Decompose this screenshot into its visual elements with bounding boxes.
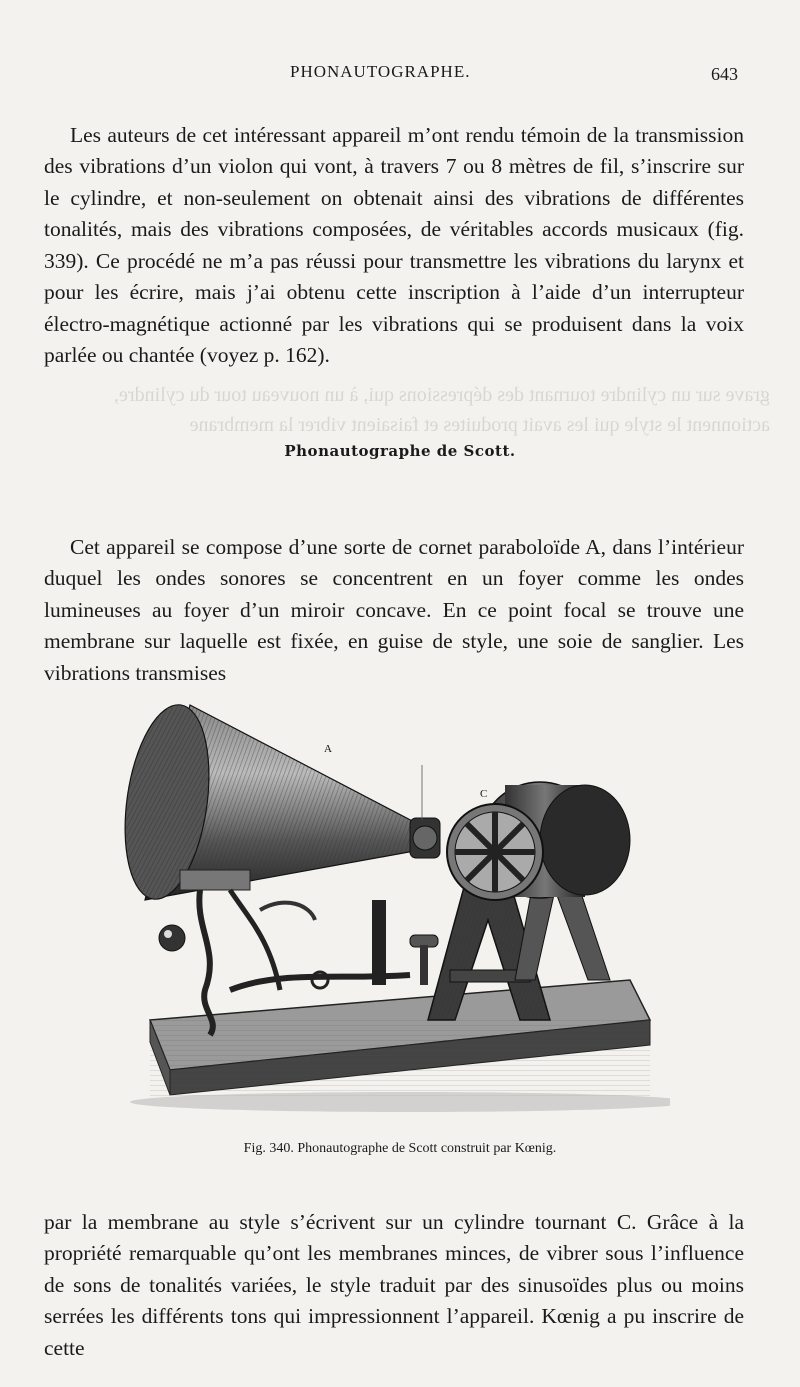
running-title: PHONAUTOGRAPHE. (290, 62, 471, 81)
phonautograph-engraving (110, 690, 670, 1120)
paragraph-3: par la membrane au style s’écrivent sur un cylindre tournant C. Grâce à la propriété remarquable qu’ont les membranes minces, de vibrer sous l’influence de sons de tonalités variées, le style traduit par des sinusoïdes plus ou moins serrées les différents tons qui impressionnent l’appareil. Kœnig a pu inscrire de cette (44, 1209, 744, 1360)
show-through-text: grave sur un cylindre tournant des dépressions qui, à un nouveau tour du cylindre, actionnent le style qui les avait produites et faisaient vibrer la membrane (114, 384, 770, 436)
page-number: 643 (711, 64, 738, 84)
label-a: A (324, 743, 332, 755)
label-c: C (480, 788, 488, 800)
paragraph-2: Cet appareil se compose d’une sorte de cornet paraboloïde A, dans l’intérieur duquel les ondes sonores se concentrent en un foyer comme les ondes lumineuses au foyer d’un miroir concave. En ce point focal se trouve une membrane sur laquelle est fixée, en guise de style, une soie de sanglier. Les vibrations transmises (44, 534, 744, 685)
running-header (0, 62, 800, 86)
paragraph-1: Les auteurs de cet intéressant appareil m’ont rendu témoin de la transmission des vibrations d’un violon qui vont, à travers 7 ou 8 mètres de fil, s’inscrire sur le cylindre, et non-seulement on obtenait ainsi des vibrations de différentes tonalités, mais des vibrations composées, de véritables accords musicaux (fig. 339). Ce procédé ne m’a pas réussi pour transmettre les vibrations du larynx et pour les écrire, mais j’ai obtenu cette inscription à l’aide d’un interrupteur électro-magnétique actionné par les vibrations qui se produisent dans la voix parlée ou chantée (voyez p. 162). (44, 122, 744, 367)
section-heading: Phonautographe de Scott. (284, 442, 516, 460)
phonautograph-illustration (110, 690, 670, 1120)
figure-caption: Fig. 340. Phonautographe de Scott construit par Kœnig. (243, 1141, 557, 1156)
